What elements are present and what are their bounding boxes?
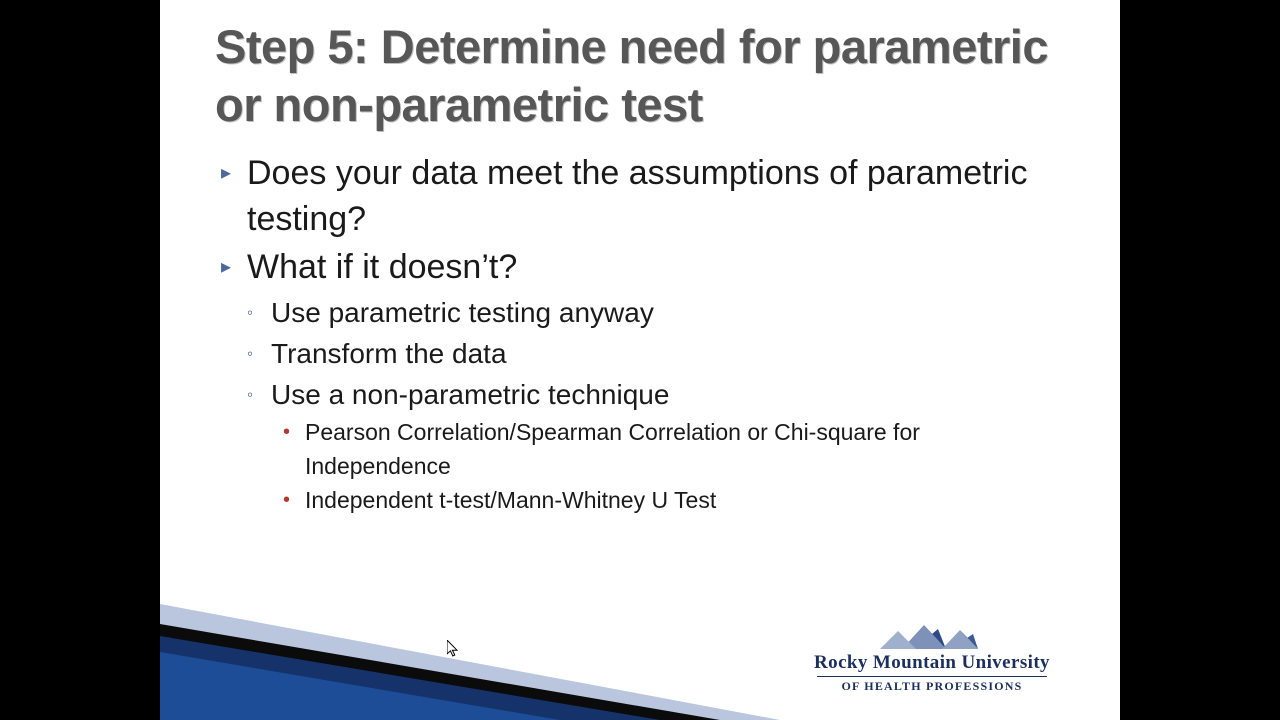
slide — [160, 0, 1120, 720]
list-item-label: What if it doesn’t? — [247, 248, 518, 286]
list-item — [281, 483, 1105, 517]
dot-bullet-icon: • — [283, 489, 291, 511]
dot-bullet-icon: • — [283, 421, 291, 443]
logo-subtitle: OF HEALTH PROFESSIONS — [817, 676, 1047, 694]
circle-bullet-icon: ◦ — [247, 303, 254, 322]
list-item-label: Use a non-parametric technique — [271, 379, 670, 410]
decorative-corner-graphic — [160, 590, 780, 720]
triangle-bullet-icon: ▸ — [221, 256, 232, 278]
circle-bullet-icon: ◦ — [247, 385, 254, 404]
list-item-label: Use parametric testing anyway — [271, 297, 654, 328]
list-item — [243, 333, 1105, 374]
list-item-label: Transform the data — [271, 338, 507, 369]
list-item — [215, 150, 1105, 242]
mountain-icon — [782, 621, 1082, 651]
list-item — [243, 292, 1105, 333]
circle-bullet-icon: ◦ — [247, 344, 254, 363]
mouse-cursor — [447, 640, 459, 658]
logo — [782, 621, 1082, 694]
triangle-bullet-icon: ▸ — [221, 162, 232, 184]
list-item-label: Does your data meet the assumptions of parametric testing? — [247, 154, 1028, 238]
list-item — [243, 374, 1105, 415]
page-title: Step 5: Determine need for parametric or non-parametric test — [215, 20, 1048, 131]
list-item-label: Independent t-test/Mann-Whitney U Test — [305, 487, 717, 513]
list-item — [281, 415, 1105, 483]
list-item — [215, 244, 1105, 290]
list-item-label: Pearson Correlation/Spearman Correlation or Chi-square for Independence — [305, 419, 920, 479]
logo-name: Rocky Mountain University — [814, 652, 1050, 673]
slide-body — [215, 150, 1105, 517]
